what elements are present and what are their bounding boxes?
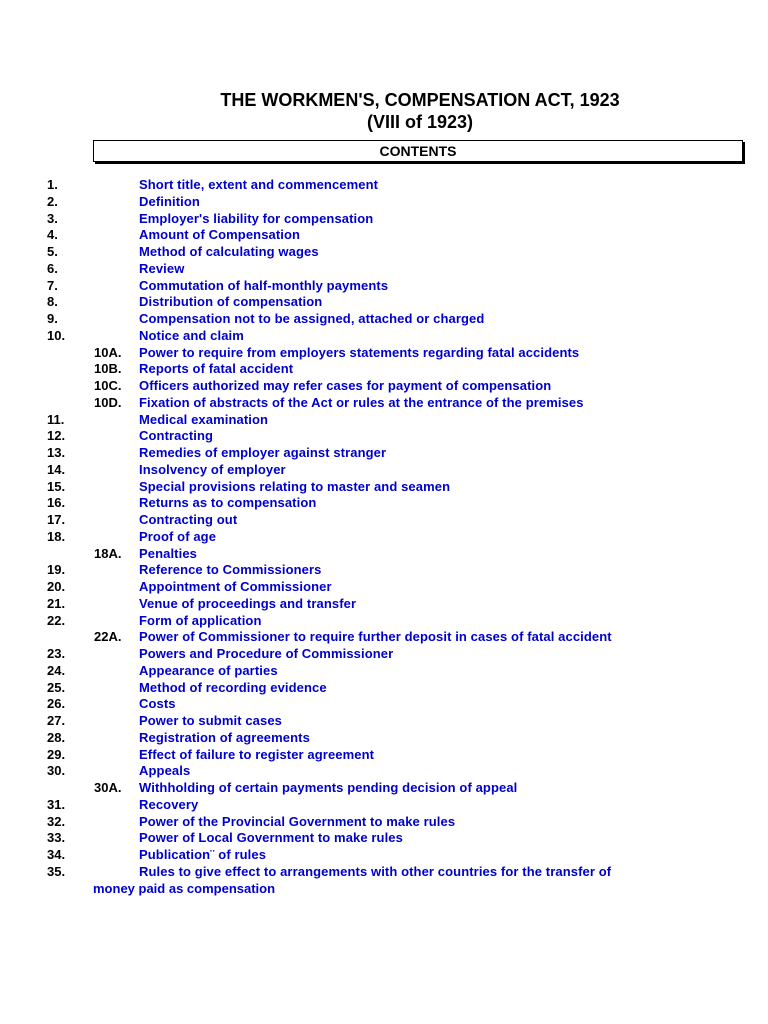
toc-item-link[interactable]: Definition: [139, 193, 200, 209]
toc-item[interactable]: [0, 361, 768, 378]
toc-item[interactable]: [0, 680, 768, 697]
toc-item-number: 16.: [47, 495, 66, 511]
toc-item-number: 27.: [47, 713, 66, 728]
toc-item-number: 12.: [47, 428, 66, 444]
toc-item[interactable]: [0, 412, 768, 429]
toc-item-link[interactable]: Short title, extent and commencement: [139, 177, 379, 192]
toc-item-number: 7.: [47, 277, 58, 293]
toc-item-link[interactable]: Notice and claim: [139, 327, 244, 343]
toc-item-link[interactable]: Method of recording evidence: [139, 679, 327, 695]
toc-item[interactable]: [0, 747, 768, 764]
toc-item-link[interactable]: Registration of agreements: [139, 729, 310, 745]
toc-item-link[interactable]: Compensation not to be assigned, attached or charged: [139, 311, 485, 326]
toc-item-link[interactable]: Method of calculating wages: [139, 244, 319, 259]
toc-item-number: 24.: [47, 662, 66, 678]
toc-item-link[interactable]: Contracting out: [139, 512, 238, 527]
toc-item-link[interactable]: Medical examination: [139, 411, 269, 427]
toc-item[interactable]: [0, 311, 768, 328]
toc-item-number: 21.: [47, 595, 66, 611]
toc-item-number: 32.: [47, 813, 66, 829]
toc-item-number: 19.: [47, 562, 66, 578]
toc-item-number: 5.: [47, 244, 58, 259]
toc-item[interactable]: [0, 562, 768, 579]
toc-item[interactable]: [0, 495, 768, 512]
toc-item-number: 33.: [47, 830, 66, 846]
toc-item[interactable]: [0, 395, 768, 412]
toc-item[interactable]: [0, 696, 768, 713]
toc-item-link[interactable]: Appointment of Commissioner: [139, 579, 332, 594]
toc-item-number: 25.: [47, 679, 66, 695]
toc-item-number: 8.: [47, 294, 58, 310]
toc-item-number: 26.: [47, 696, 66, 712]
toc-item[interactable]: [0, 445, 768, 462]
contents-heading: CONTENTS: [93, 140, 743, 162]
toc-item-number: 15.: [47, 478, 66, 494]
toc-item[interactable]: [0, 663, 768, 680]
toc-item[interactable]: [0, 847, 768, 864]
toc-item[interactable]: [0, 261, 768, 278]
toc-item-number: 10A.: [94, 344, 122, 360]
toc-item-link[interactable]: Effect of failure to register agreement: [139, 746, 375, 762]
toc-item-number: 17.: [47, 512, 66, 527]
toc-item[interactable]: [0, 177, 768, 194]
toc-item-number: 6.: [47, 260, 58, 276]
toc-item[interactable]: [0, 211, 768, 228]
toc-item-number: 10D.: [94, 394, 122, 410]
toc-item-link[interactable]: Contracting: [139, 428, 214, 444]
toc-item-link[interactable]: Power of Local Government to make rules: [139, 830, 403, 846]
toc-item[interactable]: [0, 763, 768, 780]
toc-item-number: 3.: [47, 210, 58, 226]
toc-item-number: 20.: [47, 579, 66, 594]
toc-item[interactable]: [0, 512, 768, 529]
toc-item-link[interactable]: Power of Commissioner to require further deposit in cases of fatal accident: [139, 629, 612, 645]
toc-item[interactable]: [0, 830, 768, 847]
toc-item-link[interactable]: Powers and Procedure of Commissioner: [139, 646, 394, 661]
toc-item-number: 1.: [47, 177, 58, 192]
toc-item-link[interactable]: Power to submit cases: [139, 713, 282, 728]
toc-item[interactable]: [0, 194, 768, 211]
toc-item-link[interactable]: Commutation of half-monthly payments: [139, 277, 389, 293]
toc-item[interactable]: [0, 713, 768, 730]
toc-item-link[interactable]: Withholding of certain payments pending decision of appeal: [139, 780, 518, 795]
toc-item-number: 10.: [47, 327, 66, 343]
toc-item-number: 30.: [47, 763, 66, 779]
toc-item[interactable]: [0, 244, 768, 261]
toc-item-link[interactable]: Costs: [139, 696, 176, 712]
toc-item-number: 22A.: [94, 629, 122, 645]
toc-item[interactable]: [0, 378, 768, 395]
toc-item-number: 29.: [47, 746, 66, 762]
toc-item-link[interactable]: Special provisions relating to master and seamen: [139, 478, 451, 494]
toc-item-link[interactable]: Publication¨ of rules: [139, 847, 267, 862]
toc-item[interactable]: [0, 278, 768, 295]
toc-item-link[interactable]: Review: [139, 260, 185, 276]
toc-item[interactable]: [0, 546, 768, 563]
toc-item-number: 22.: [47, 612, 66, 628]
toc-item-link[interactable]: Power of the Provincial Government to make rules: [139, 813, 456, 829]
toc-item-link[interactable]: Amount of Compensation: [139, 227, 301, 243]
toc-item[interactable]: [0, 629, 768, 646]
table-of-contents: [0, 177, 768, 897]
toc-item[interactable]: [0, 780, 768, 797]
toc-item-link[interactable]: Remedies of employer against stranger: [139, 445, 387, 460]
toc-item[interactable]: [0, 579, 768, 596]
toc-item-number: 13.: [47, 445, 66, 460]
toc-item-link[interactable]: Employer's liability for compensation: [139, 210, 374, 226]
toc-item-link[interactable]: Distribution of compensation: [139, 294, 323, 310]
document-subtitle: (VIII of 1923): [366, 112, 474, 132]
toc-item-link[interactable]: Proof of age: [139, 528, 217, 544]
toc-item[interactable]: [0, 596, 768, 613]
toc-item-link[interactable]: Power to require from employers statements regarding fatal accidents: [139, 344, 580, 360]
toc-item-link[interactable]: Reference to Commissioners: [139, 562, 322, 578]
toc-item[interactable]: [0, 428, 768, 445]
document-title: THE WORKMEN'S, COMPENSATION ACT, 1923: [220, 90, 620, 110]
toc-item-link[interactable]: Fixation of abstracts of the Act or rules at the entrance of the premises: [139, 394, 584, 410]
toc-item-link[interactable]: Appeals: [139, 763, 191, 779]
toc-item[interactable]: [0, 328, 768, 345]
toc-item[interactable]: [0, 646, 768, 663]
toc-item[interactable]: [0, 529, 768, 546]
toc-item-number: 4.: [47, 227, 58, 243]
toc-item-link[interactable]: Rules to give effect to arrangements with other countries for the transfer of: [139, 863, 612, 879]
toc-item[interactable]: [0, 345, 768, 362]
toc-item-link-continued[interactable]: money paid as compensation: [93, 880, 276, 896]
toc-item-number: 35.: [47, 863, 66, 879]
toc-item-number: 28.: [47, 729, 66, 745]
toc-item-number: 10C.: [94, 378, 122, 393]
toc-item-number: 9.: [47, 311, 58, 326]
toc-item-link[interactable]: Venue of proceedings and transfer: [139, 595, 357, 611]
toc-item-link[interactable]: Appearance of parties: [139, 662, 278, 678]
toc-item[interactable]: [0, 797, 768, 814]
toc-item-number: 2.: [47, 193, 58, 209]
toc-item-number: 23.: [47, 646, 66, 661]
toc-item-number: 11.: [47, 411, 65, 427]
toc-item[interactable]: [0, 864, 768, 898]
toc-item-number: 31.: [47, 796, 66, 812]
toc-item[interactable]: [0, 294, 768, 311]
toc-item-number: 18.: [47, 528, 66, 544]
toc-item[interactable]: [0, 730, 768, 747]
toc-item-link[interactable]: Officers authorized may refer cases for payment of compensation: [139, 378, 552, 393]
toc-item[interactable]: [0, 814, 768, 831]
toc-item[interactable]: [0, 462, 768, 479]
toc-item-number: 18A.: [94, 545, 122, 561]
toc-item-link[interactable]: Recovery: [139, 796, 199, 812]
toc-item[interactable]: [0, 227, 768, 244]
toc-item-number: 34.: [47, 847, 66, 862]
toc-item-number: 14.: [47, 461, 66, 477]
toc-item-link[interactable]: Penalties: [139, 545, 197, 561]
toc-item-link[interactable]: Form of application: [139, 612, 262, 628]
toc-item-link[interactable]: Returns as to compensation: [139, 495, 317, 511]
toc-item-number: 30A.: [94, 780, 122, 795]
toc-item-link[interactable]: Insolvency of employer: [139, 461, 286, 477]
toc-item[interactable]: [0, 613, 768, 630]
toc-item-number: 10B.: [94, 361, 122, 377]
toc-item[interactable]: [0, 479, 768, 496]
toc-item-link[interactable]: Reports of fatal accident: [139, 361, 294, 377]
